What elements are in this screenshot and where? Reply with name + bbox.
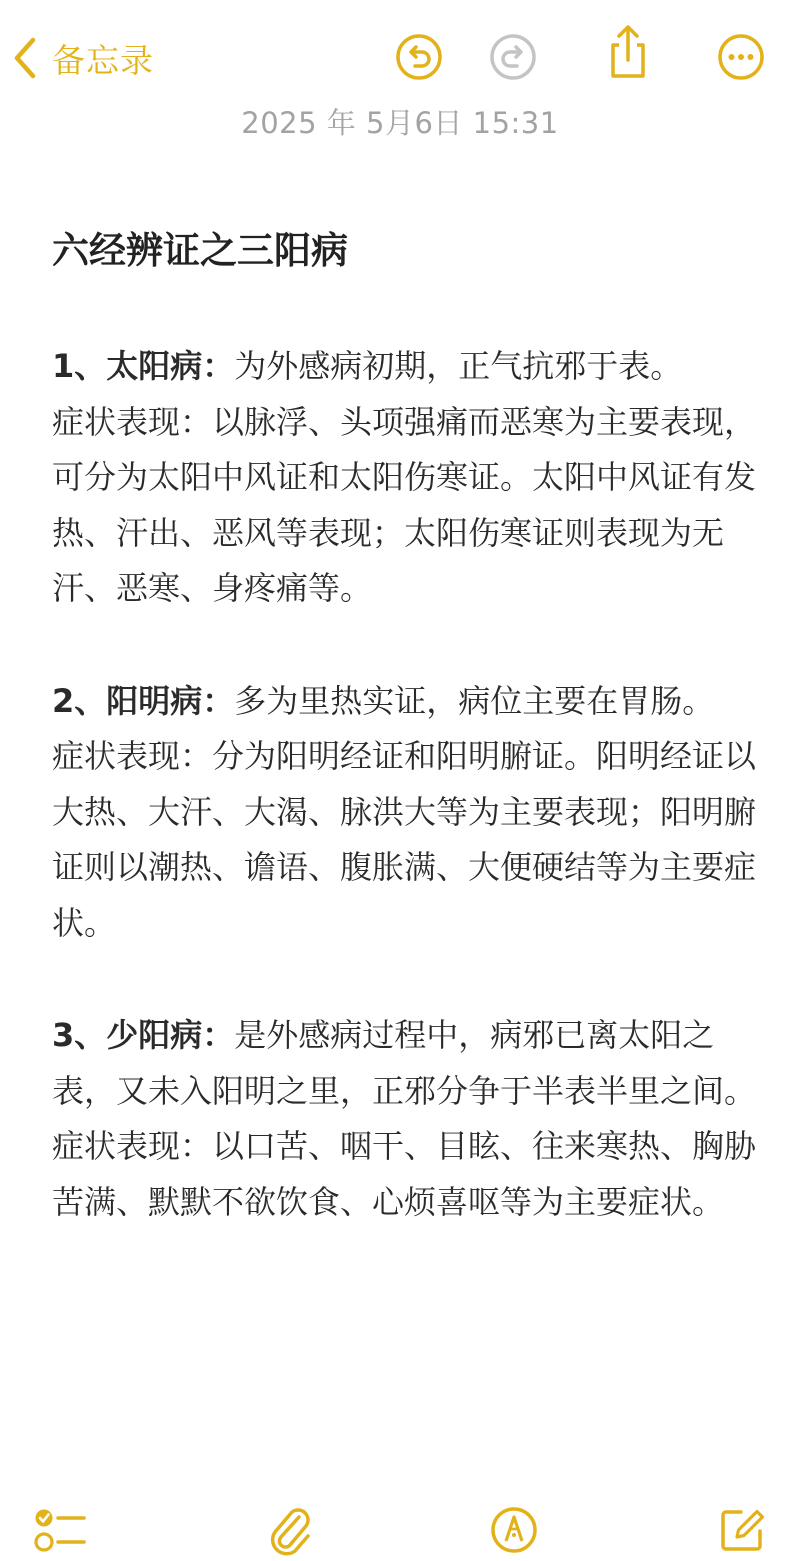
bottom-toolbar [0,1490,800,1561]
section-heading-text: 多为里热实证，病位主要在胃肠。 [234,681,715,720]
back-button-label: 备忘录 [52,40,154,80]
note-body[interactable] [52,218,764,1230]
note-section-taiyang[interactable] [52,339,764,617]
section-symptoms: 症状表现：以脉浮、头项强痛而恶寒为主要表现，可分为太阳中风证和太阳伤寒证。太阳中风证有发热、汗出、恶风等表现；太阳伤寒证则表现为无汗、恶寒、身疼痛等。 [52,402,757,607]
section-heading-text: 为外感病初期，正气抗邪于表。 [234,347,683,385]
section-heading [52,1008,764,1119]
redo-icon [488,32,538,82]
section-heading-label: 2、阳明病： [52,681,235,720]
section-heading-label: 3、少阳病： [52,1016,235,1054]
markup-pen-icon [489,1505,539,1555]
note-date: 2025 年 5月6日 15:31 [241,106,559,140]
back-button[interactable] [12,30,154,86]
note-section-yangming[interactable] [52,674,764,952]
note-section-shaoyang[interactable] [52,1008,764,1230]
markup-button[interactable] [486,1502,542,1558]
paperclip-icon [265,1503,315,1557]
section-symptoms: 症状表现：以口苦、咽干、目眩、往来寒热、胸胁苦满、默默不欲饮食、心烦喜呕等为主要症状。 [52,1127,757,1221]
checklist-icon [32,1504,88,1556]
undo-icon [394,32,444,82]
section-heading [52,674,764,730]
attach-button[interactable] [262,1502,318,1558]
share-button[interactable] [602,26,654,78]
section-symptoms: 症状表现：分为阳明经证和阳明腑证。阳明经证以大热、大汗、大渴、脉洪大等为主要表现；阳明腑证则以潮热、谵语、腹胀满、大便硬结等为主要症状。 [52,737,757,942]
more-button[interactable] [715,31,767,83]
checklist-button[interactable] [32,1502,88,1558]
section-heading [52,339,764,395]
chevron-left-icon [12,37,38,79]
section-heading-text: 是外感病过程中，病邪已离太阳之表，又未入阳明之里，正邪分争于半表半里之间。 [52,1016,757,1110]
redo-button[interactable] [487,31,539,83]
ellipsis-icon [716,32,766,82]
compose-button[interactable] [714,1502,770,1558]
share-icon [605,23,651,81]
section-heading-label: 1、太阳病： [52,347,235,385]
navigation-bar [0,0,800,110]
compose-icon [717,1505,767,1555]
undo-button[interactable] [393,31,445,83]
note-title[interactable]: 六经辨证之三阳病 [52,229,348,272]
